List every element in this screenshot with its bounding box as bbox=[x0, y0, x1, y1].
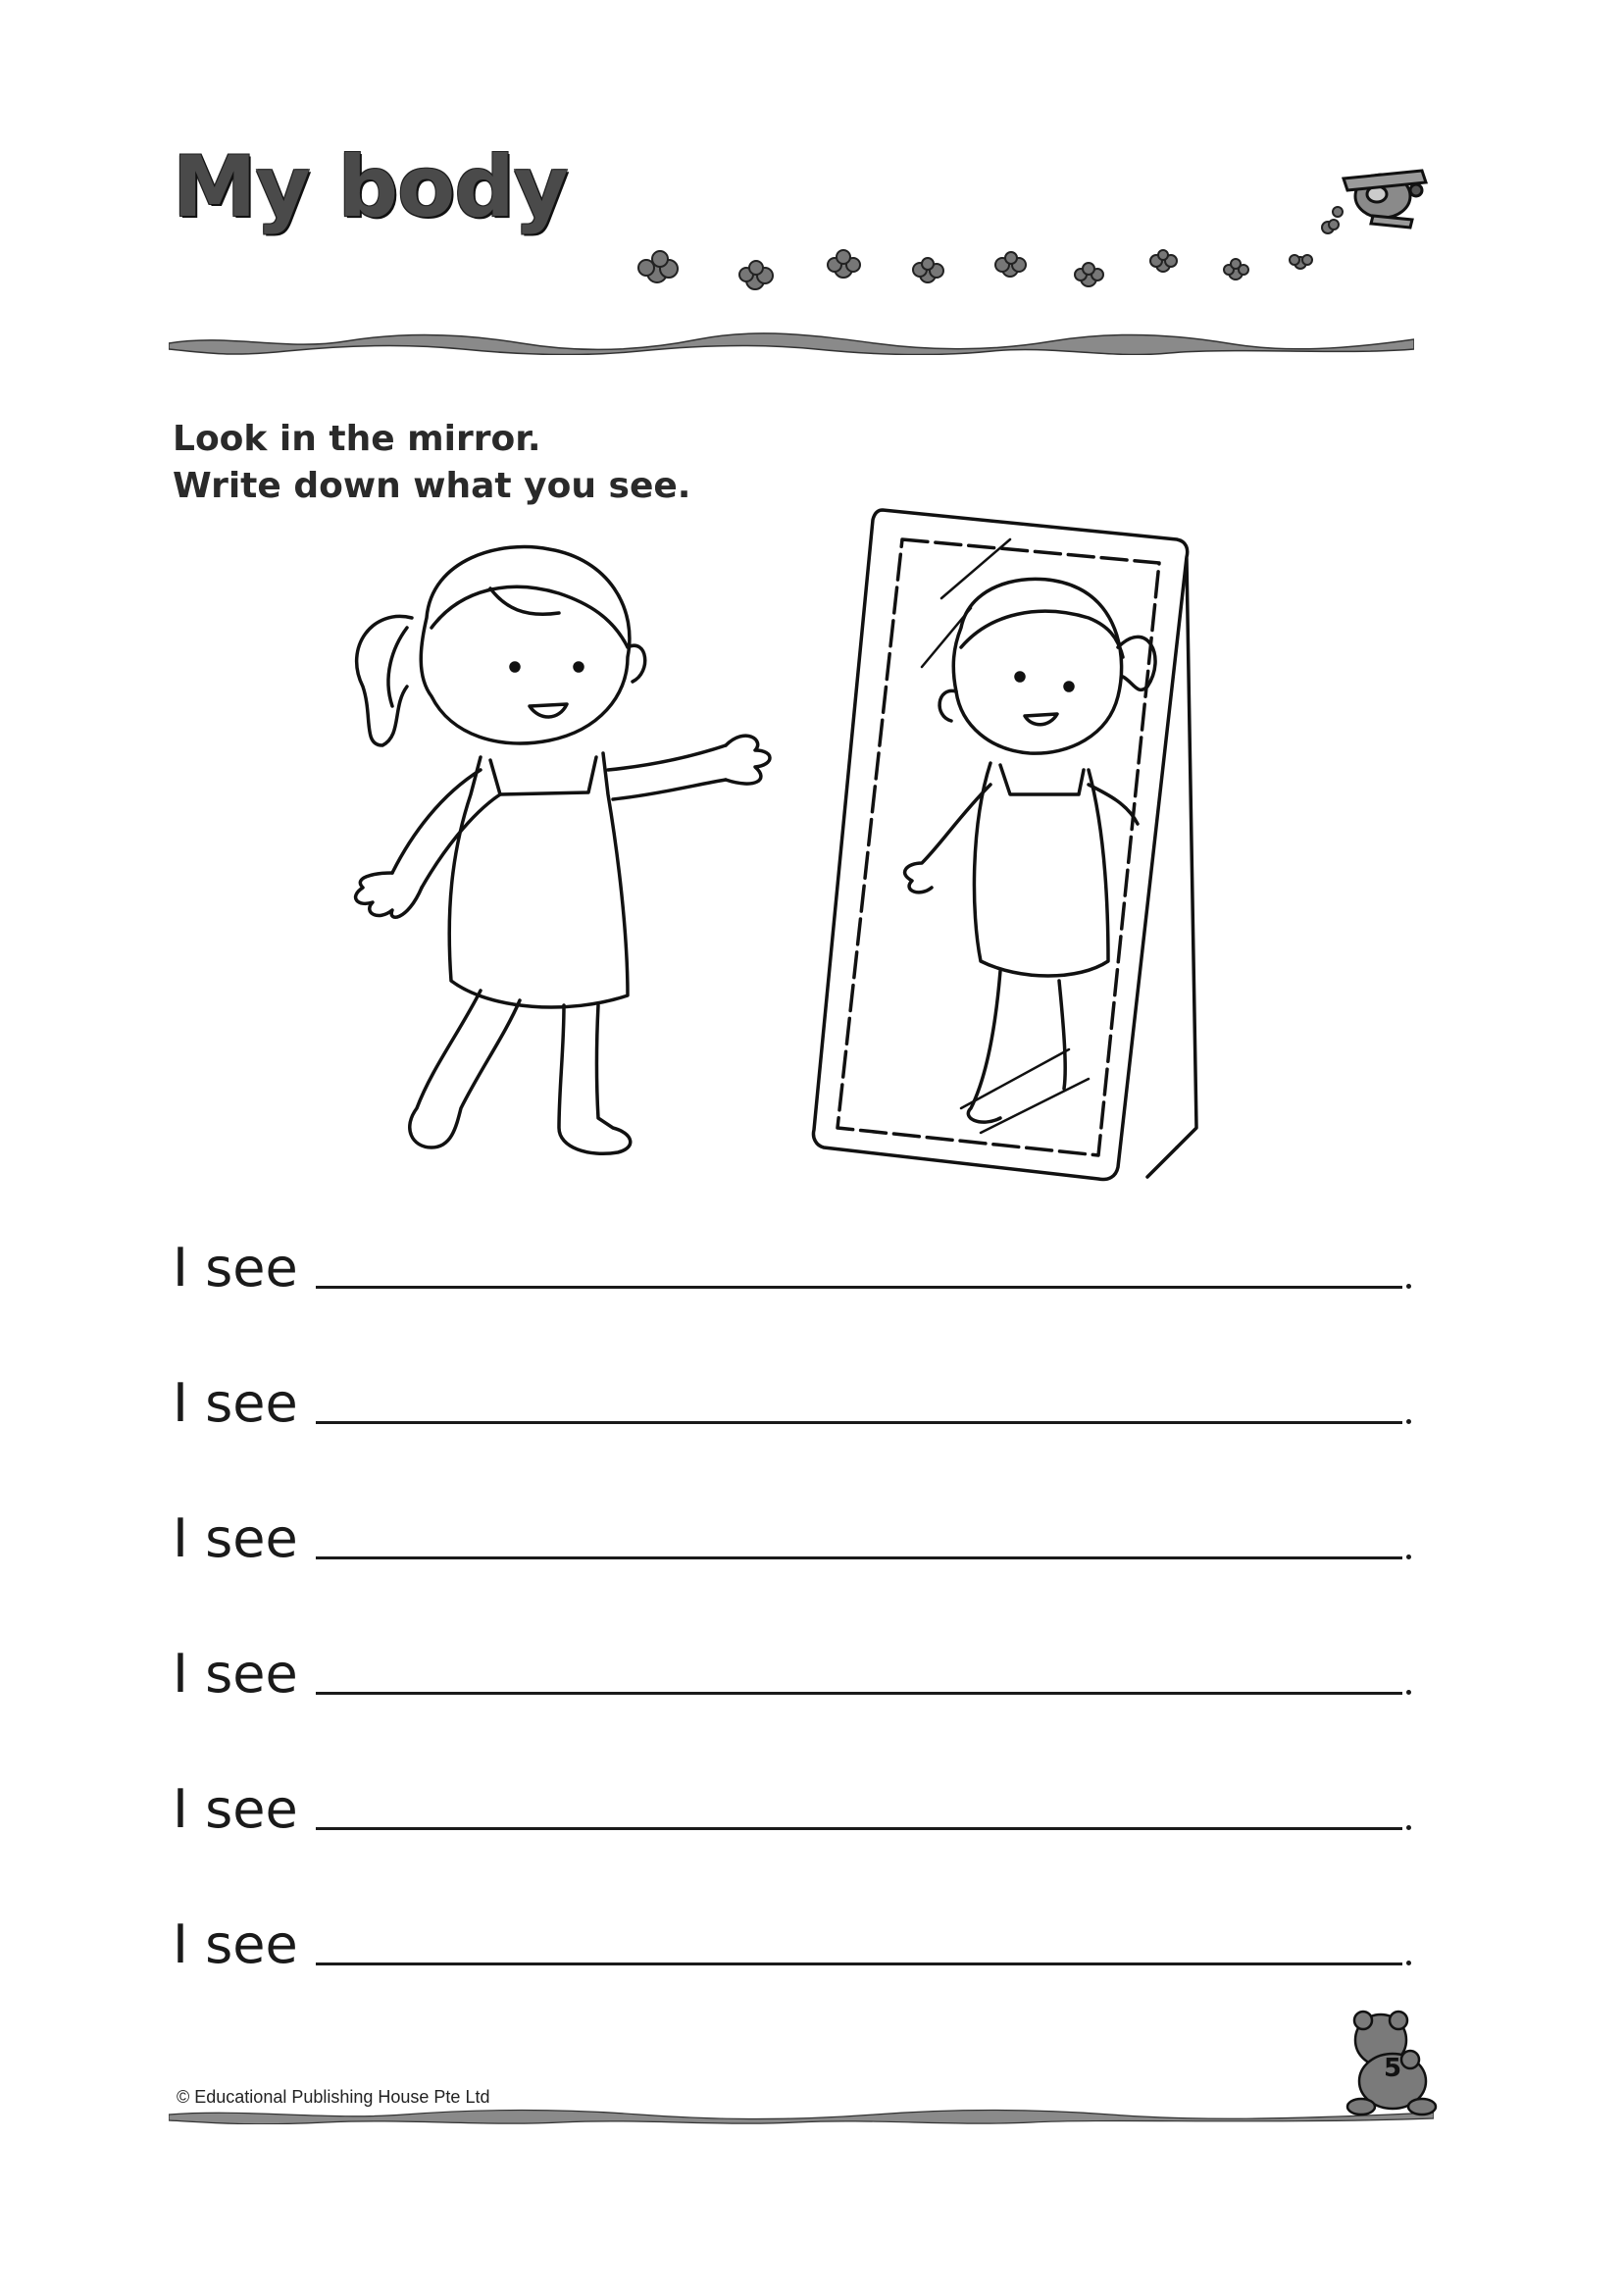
girl-mirror-illustration bbox=[333, 500, 1236, 1187]
answer-row bbox=[173, 1758, 1447, 1840]
flower-icon bbox=[739, 261, 773, 289]
answer-blank[interactable] bbox=[316, 1827, 1402, 1830]
answer-row bbox=[173, 1351, 1447, 1434]
period-mark bbox=[1406, 1284, 1411, 1289]
answer-row bbox=[173, 1487, 1447, 1569]
flower-icon bbox=[1322, 220, 1339, 233]
answer-label: I see bbox=[173, 1372, 298, 1434]
answer-blank[interactable] bbox=[316, 1556, 1402, 1559]
answer-label: I see bbox=[173, 1507, 298, 1569]
period-mark bbox=[1406, 1825, 1411, 1830]
answer-label: I see bbox=[173, 1237, 298, 1299]
period-mark bbox=[1406, 1690, 1411, 1695]
girl-figure bbox=[356, 547, 770, 1154]
answer-blank[interactable] bbox=[316, 1692, 1402, 1695]
flower-icon bbox=[995, 252, 1026, 277]
flower-icon bbox=[913, 258, 943, 282]
period-mark bbox=[1406, 1419, 1411, 1424]
flower-icon bbox=[828, 250, 860, 278]
instruction-line: Look in the mirror. bbox=[173, 419, 541, 459]
mirror bbox=[813, 510, 1196, 1180]
answer-blank[interactable] bbox=[316, 1421, 1402, 1424]
copyright-notice: © Educational Publishing House Pte Ltd bbox=[177, 2087, 490, 2107]
period-mark bbox=[1406, 1961, 1411, 1965]
instruction-line: Write down what you see. bbox=[173, 466, 691, 506]
period-mark bbox=[1406, 1555, 1411, 1559]
page-title: My body bbox=[173, 138, 568, 236]
answer-label: I see bbox=[173, 1913, 298, 1975]
flower-icon bbox=[1224, 259, 1248, 280]
top-divider bbox=[169, 330, 1414, 355]
flower-icon bbox=[638, 251, 678, 282]
answer-row bbox=[173, 1893, 1447, 1975]
answer-blank[interactable] bbox=[316, 1963, 1402, 1965]
instructions bbox=[173, 416, 690, 510]
answer-row bbox=[173, 1622, 1447, 1705]
bottom-divider bbox=[169, 2105, 1434, 2124]
airplane-icon bbox=[1344, 171, 1426, 228]
page-number: 5 bbox=[1383, 2054, 1402, 2083]
answer-label: I see bbox=[173, 1778, 298, 1840]
flower-icon bbox=[1075, 263, 1103, 286]
flower-icon bbox=[1150, 250, 1177, 272]
answer-row bbox=[173, 1216, 1447, 1299]
answer-blank[interactable] bbox=[316, 1286, 1402, 1289]
flower-icon bbox=[1290, 255, 1312, 269]
answer-label: I see bbox=[173, 1643, 298, 1705]
flower-trail bbox=[628, 147, 1432, 304]
